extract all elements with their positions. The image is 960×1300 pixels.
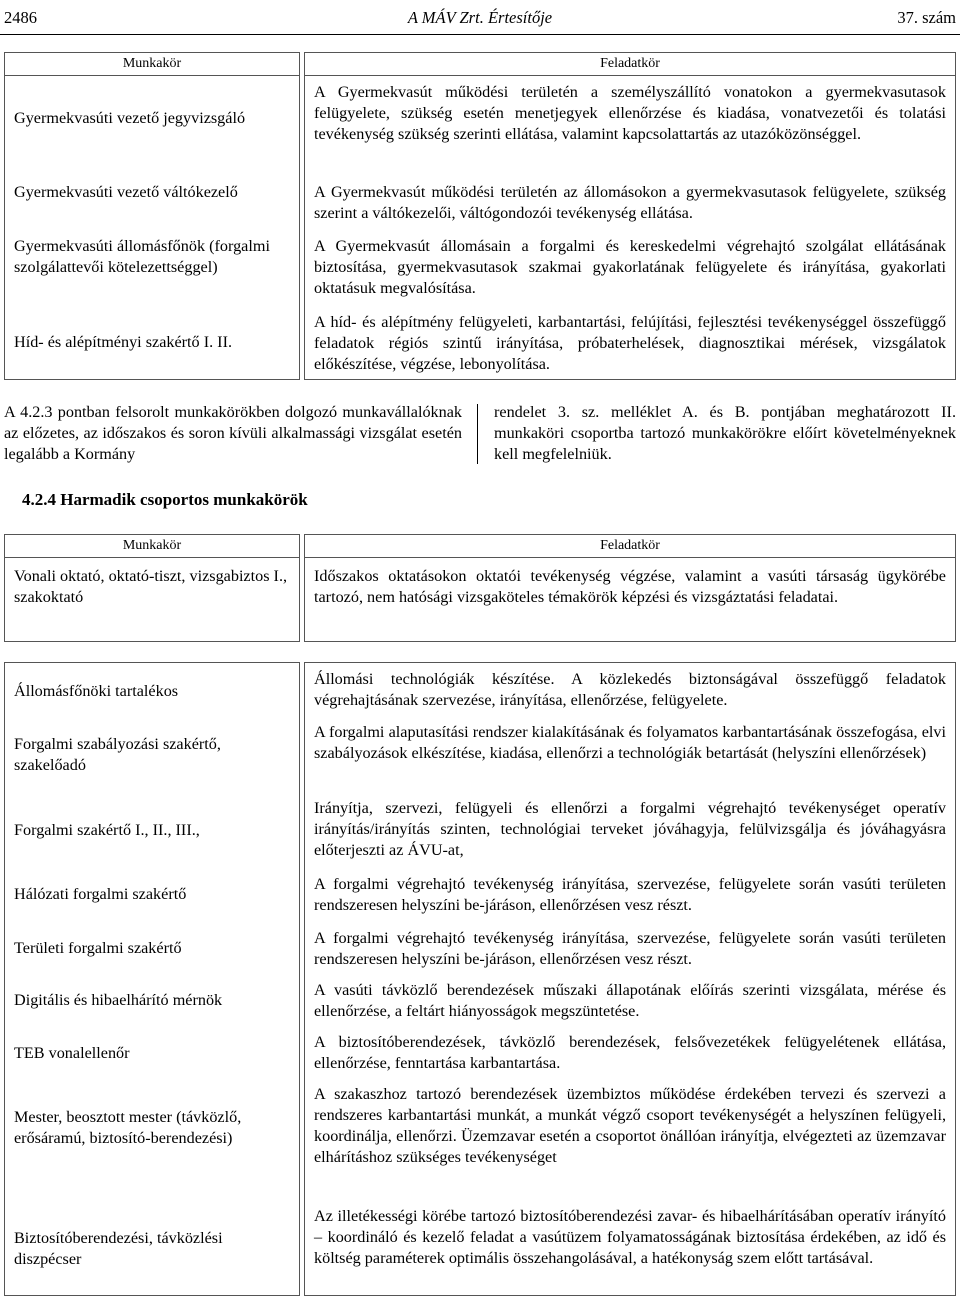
job-cell: Hálózati forgalmi szakértő <box>14 885 187 903</box>
job-cell: Gyermekvasúti vezető jegyvizsgáló <box>14 109 246 127</box>
column-header-feladatkor: Feladatkör <box>305 53 955 76</box>
job-cell: Gyermekvasúti állomásfőnök (forgalmi szolgálattevői kötelezettséggel) <box>14 237 270 276</box>
header-rule <box>0 34 960 35</box>
task-cell: A híd- és alépítmény felügyeleti, karbantartási, felújítási, fejlesztési tevékenységgel összefüggő feladatok régiós szintű irányítása, próbaterhelések, diagnosztikai mérések, vizsgálatok előkészítése, végzése, lebonyolítása. <box>314 313 946 373</box>
issue-number: 37. szám <box>897 8 956 27</box>
task-cell: A szakaszhoz tartozó berendezések üzembiztos működése érdekében tervezi és szervezi a rendszeres karbantartási munkát, a munkát végző csoport tevékenységét a helyszínen felügyeli, koordinálja, ellenőrzi. Üzemzavar esetén a csoportot önállóan irányítja, elvégezteti az üzemzavar elhárításhoz szükséges tevékenységet <box>314 1085 946 1166</box>
task-cell: Időszakos oktatásokon oktatói tevékenység végzése, valamint a vasúti társaság ügykörébe tartozó, nem hatósági vizsgaköteles témakörök képzési és vizsgáztatási feladatai. <box>314 567 946 606</box>
column-header-feladatkor: Feladatkör <box>305 535 955 558</box>
table-1-job-column <box>4 52 300 380</box>
column-header-munkakor: Munkakör <box>5 535 299 558</box>
job-cell: TEB vonalellenőr <box>14 1044 130 1062</box>
job-cell: Forgalmi szabályozási szakértő, szakelőadó <box>14 735 221 774</box>
paragraph-left-column: A 4.2.3 pontban felsorolt munkakörökben dolgozó munkavállalóknak az előzetes, az időszakos és soron kívüli alkalmassági vizsgálat esetén legalább a Kormány <box>4 403 462 463</box>
job-cell: Forgalmi szakértő I., II., III., <box>14 821 200 839</box>
task-cell: A Gyermekvasút állomásain a forgalmi és kereskedelmi végrehajtó szolgálat ellátásának biztosítása, gyermekvasutasok szakmai gyakorlatának felügyelete és irányítása, gyakorlati oktatásuk megvalósítása. <box>314 237 946 297</box>
job-cell: Híd- és alépítményi szakértő I. II. <box>14 333 233 351</box>
task-cell: A forgalmi végrehajtó tevékenység irányítása, szervezése, felügyelete során vasúti területen rendszeresen helyszíni be-járáson, ellenőrzésen vesz részt. <box>314 929 946 968</box>
job-cell: Biztosítóberendezési, távközlési diszpécser <box>14 1229 223 1268</box>
journal-title: A MÁV Zrt. Értesítője <box>407 8 553 27</box>
job-cell: Vonali oktató, oktató-tiszt, vizsgabiztos I., szakoktató <box>14 567 288 606</box>
job-cell: Területi forgalmi szakértő <box>14 939 182 957</box>
job-cell: Mester, beosztott mester (távközlő, erősáramú, biztosító-berendezési) <box>14 1108 242 1147</box>
task-cell: A forgalmi alaputasítási rendszer kialakításának és folyamatos karbantartásának összefogása, elvi szabályozások elkészítése, kiadása, ellenőrzi a technológiák betartását (helyszíni ellenőrzések) <box>314 723 946 762</box>
task-cell: Állomási technológiák készítése. A közlekedés biztonságával összefüggő feladatok végrehajtásának szervezése, irányítása, ellenőrzése, felügyelete. <box>314 670 946 709</box>
task-cell: Irányítja, szervezi, felügyeli és ellenőrzi a forgalmi végrehajtó tevékenységet operatív irányítás/irányítás szinten, technológiai terveket jóváhagyja, felülvizsgálja és jóváhagyásra előterjeszti az ÁVU-at, <box>314 799 946 859</box>
job-cell: Gyermekvasúti vezető váltókezelő <box>14 183 238 201</box>
paragraph-right-column: rendelet 3. sz. melléklet A. és B. pontjában meghatározott II. munkaköri csoportba tartozó munkakörökre előírt követelményeknek kell megfelelniük. <box>494 403 956 463</box>
job-cell: Állomásfőnöki tartalékos <box>14 682 179 700</box>
task-cell: A Gyermekvasút működési területén a személyszállító vonatokon a gyermekvasutasok felügyelete, szükség esetén menetjegyek ellenőrzése és kiadása, vonatvezetői és tolatási tevékenység szükség szerinti ellátása, valamint kapcsolattartás az utazóközönséggel. <box>314 83 946 143</box>
section-title: 4.2.4 Harmadik csoportos munkakörök <box>22 490 308 509</box>
page-header <box>0 8 960 30</box>
task-cell: A forgalmi végrehajtó tevékenység irányítása, szervezése, felügyelete során vasúti területen rendszeresen helyszíni be-járáson, ellenőrzésen vesz részt. <box>314 875 946 914</box>
task-cell: A vasúti távközlő berendezések műszaki állapotának előírás szerinti vizsgálata, mérése és ellenőrzése, a feltárt hiányosságok megszüntetése. <box>314 981 946 1020</box>
task-cell: A Gyermekvasút működési területén az állomásokon a gyermekvasutasok felügyelete, szükség szerint a váltókezelői, váltógondozói tevékenység ellátása. <box>314 183 946 222</box>
task-cell: A biztosítóberendezések, távközlő berendezések, felsővezetékek felügyelétenek ellátása, ellenőrzése, fenntartása karbantartása. <box>314 1033 946 1072</box>
page-number: 2486 <box>4 8 37 27</box>
column-divider <box>477 404 478 464</box>
task-cell: Az illetékességi körébe tartozó biztosítóberendezési zavar- és hibaelhárításában operatív irányító – koordináló és kezelő feladat a vasútüzem folyamatosságának biztosítása érdekében, az idő és költség paraméterek optimális összehangolásával, a hatékonyság szem előtt tartásával. <box>314 1207 946 1267</box>
job-cell: Digitális és hibaelhárító mérnök <box>14 991 223 1009</box>
column-header-munkakor: Munkakör <box>5 53 299 76</box>
